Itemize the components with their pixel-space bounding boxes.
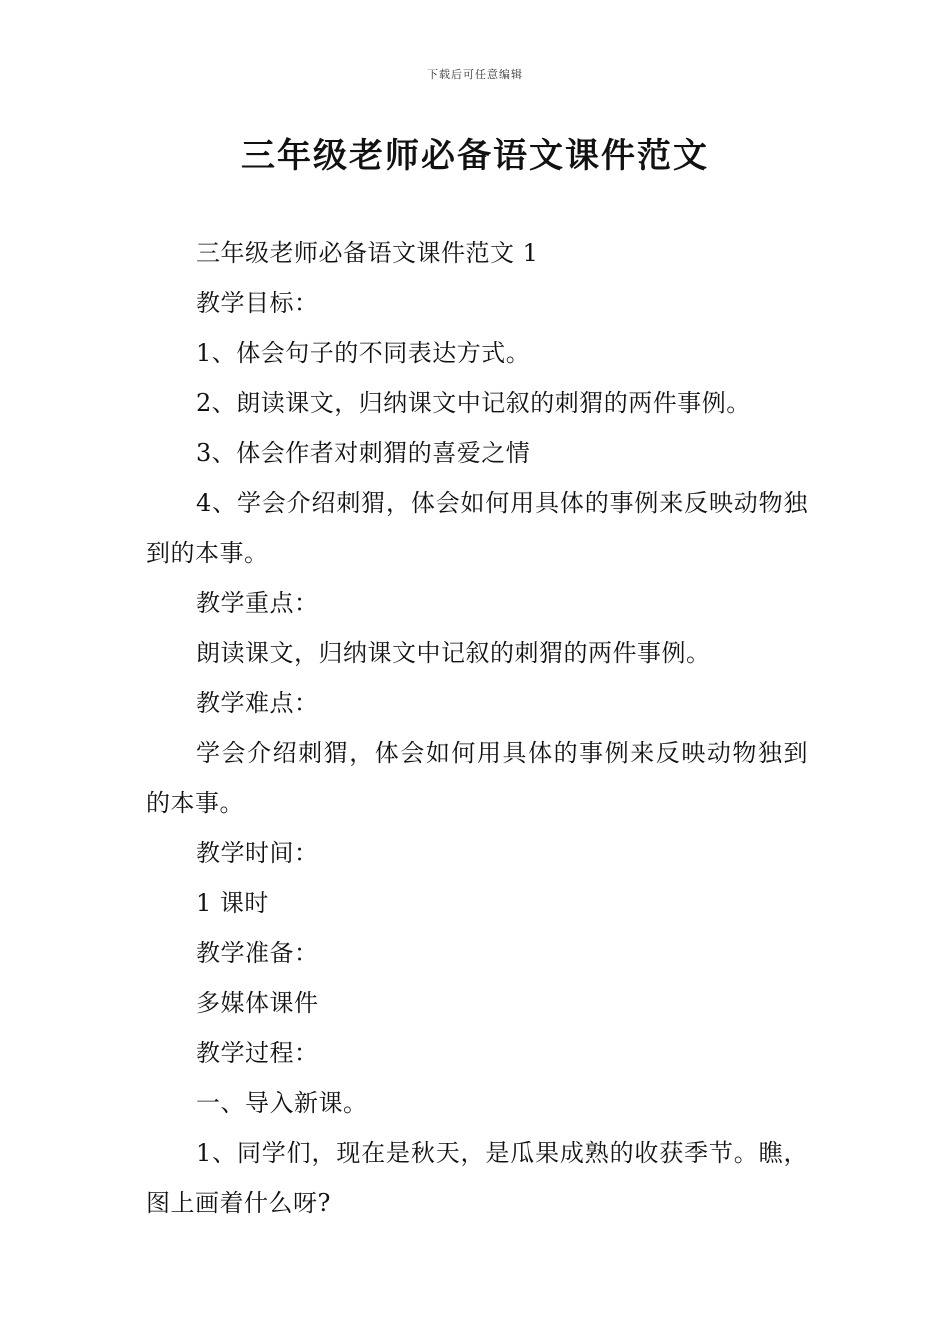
paragraph-focus: 朗读课文，归纳课文中记叙的刺猬的两件事例。: [196, 639, 711, 667]
paragraph-intro-1: 1、同学们，现在是秋天，是瓜果成熟的收获季节。瞧，图上画着什么呀?: [146, 1139, 808, 1217]
paragraph-goal-3: 3、体会作者对刺猬的喜爱之情: [196, 439, 531, 467]
paragraph-time-heading: 教学时间：: [196, 839, 319, 867]
paragraph-difficulty-heading: 教学难点：: [196, 689, 319, 717]
document-title: 三年级老师必备语文课件范文: [241, 136, 709, 176]
paragraph-subtitle: 三年级老师必备语文课件范文 1: [196, 239, 539, 267]
paragraph-goals-heading: 教学目标：: [196, 289, 319, 317]
paragraph-goal-4: 4、学会介绍刺猬，体会如何用具体的事例来反映动物独到的本事。: [146, 489, 808, 567]
paragraph-process-heading: 教学过程：: [196, 1039, 319, 1067]
paragraph-focus-heading: 教学重点：: [196, 589, 319, 617]
paragraph-prep: 多媒体课件: [196, 989, 319, 1017]
paragraph-goal-2: 2、朗读课文，归纳课文中记叙的刺猬的两件事例。: [196, 389, 751, 417]
paragraph-time: 1 课时: [196, 889, 269, 917]
document-body: [146, 228, 808, 1228]
paragraph-intro: 一、导入新课。: [196, 1089, 368, 1117]
header-note: 下载后可任意编辑: [427, 68, 523, 81]
paragraph-goal-1: 1、体会句子的不同表达方式。: [196, 339, 531, 367]
paragraph-prep-heading: 教学准备：: [196, 939, 319, 967]
paragraph-difficulty: 学会介绍刺猬，体会如何用具体的事例来反映动物独到的本事。: [146, 739, 808, 817]
